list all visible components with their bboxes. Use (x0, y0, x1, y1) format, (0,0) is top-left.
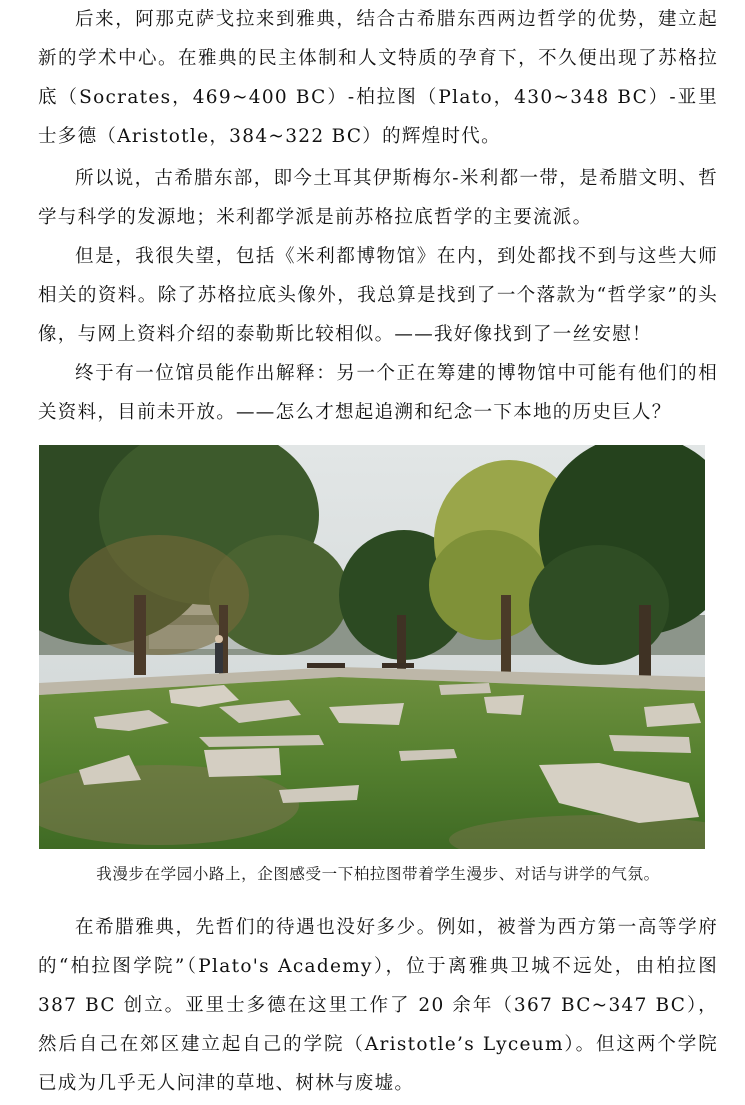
park-ruins-photo (39, 445, 705, 849)
paragraph-1: 后来，阿那克萨戈拉来到雅典，结合古希腊东西两边哲学的优势，建立起新的学术中心。在雅典的民主体制和人文特质的孕育下，不久便出现了苏格拉底（Socrates，469~400 BC）-柏拉图（Plato，430~348 BC）-亚里士多德（Aristotle，384~322 BC）的辉煌时代。 (38, 9, 718, 147)
photo-caption: 我漫步在学园小路上，企图感受一下柏拉图带着学生漫步、对话与讲学的气氛。 (96, 865, 660, 883)
paragraph-4: 终于有一位馆员能作出解释：另一个正在筹建的博物馆中可能有他们的相关资料，目前未开放。——怎么才想起追溯和纪念一下本地的历史巨人？ (38, 363, 718, 423)
paragraph-3: 但是，我很失望，包括《米利都博物馆》在内，到处都找不到与这些大师相关的资料。除了苏格拉底头像外，我总算是找到了一个落款为“哲学家”的头像，与网上资料介绍的泰勒斯比较相似。——我好像找到了一丝安慰！ (38, 246, 718, 345)
paragraph-2: 所以说，古希腊东部，即今土耳其伊斯梅尔-米利都一带，是希腊文明、哲学与科学的发源地；米利都学派是前苏格拉底哲学的主要流派。 (38, 168, 718, 228)
paragraph-5: 在希腊雅典，先哲们的待遇也没好多少。例如，被誉为西方第一高等学府的“柏拉图学院”（Plato's Academy），位于离雅典卫城不远处，由柏拉图 387 BC 创立。亚里士多德在这里工作了 20 余年（367 BC~347 BC），然后自己在郊区建立起自己的学院（Aristotle’s Lyceum）。但这两个学院已成为几乎无人问津的草地、树林与废墟。 (38, 917, 718, 1094)
